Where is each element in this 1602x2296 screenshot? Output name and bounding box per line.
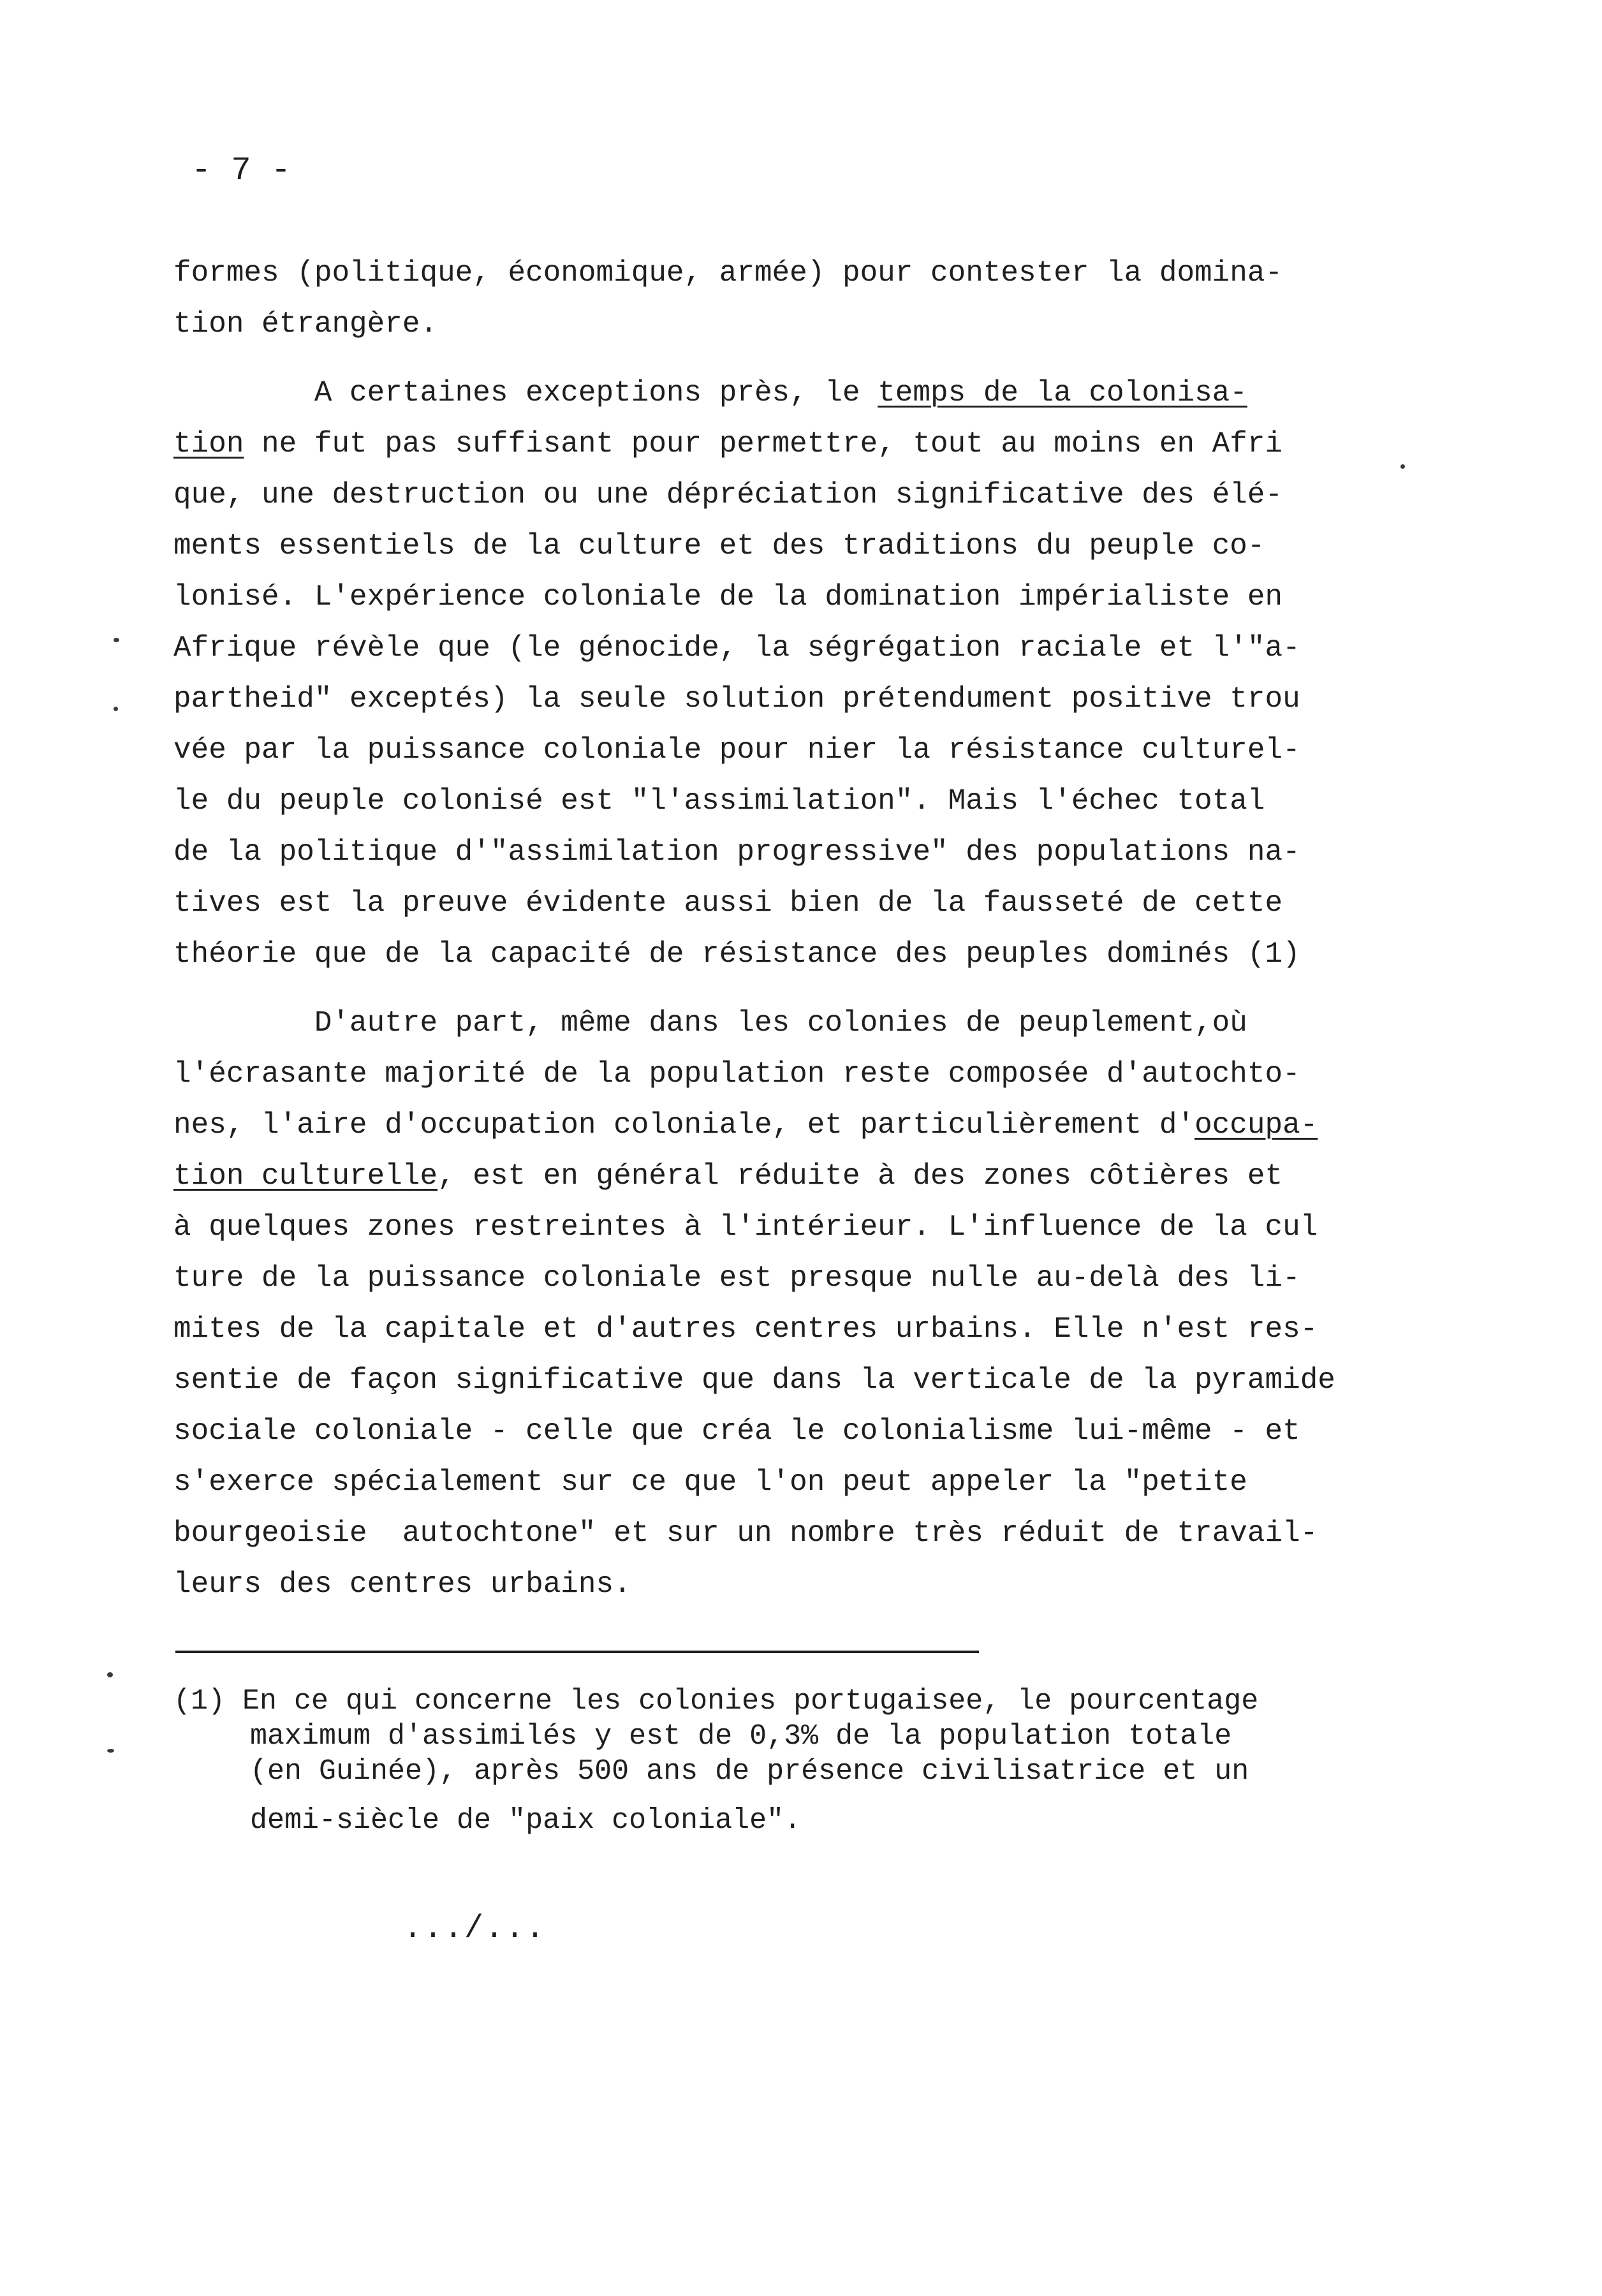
text-segment: l'écrasante majorité de la population reste composée d'autochto- <box>173 1057 1300 1091</box>
text-segment: sentie de façon significative que dans la verticale de la pyramide <box>173 1364 1335 1397</box>
underlined-text: occupa- <box>1194 1108 1318 1142</box>
text-line <box>173 1202 1423 1253</box>
text-line <box>173 725 1423 776</box>
text-segment: le du peuple colonisé est "l'assimilation". Mais l'échec total <box>173 784 1265 818</box>
main-text <box>173 247 1423 1610</box>
text-segment: lonisé. L'expérience coloniale de la domination impérialiste en <box>173 580 1283 614</box>
text-line <box>173 929 1423 980</box>
text-segment: que, une destruction ou une dépréciation significative des élé- <box>173 478 1283 511</box>
text-line <box>173 1100 1423 1151</box>
footnote-line: demi-siècle de "paix coloniale". <box>250 1804 802 1837</box>
text-segment: ne fut pas suffisant pour permettre, tout au moins en Afri <box>244 427 1283 460</box>
underlined-text: tion culturelle <box>173 1159 438 1193</box>
text-line <box>173 1253 1423 1304</box>
text-line <box>173 418 1423 469</box>
text-line <box>173 571 1423 622</box>
text-line <box>173 1508 1423 1559</box>
paragraph <box>173 367 1423 980</box>
text-line <box>173 1304 1423 1355</box>
paragraph-gap <box>173 350 1423 367</box>
text-segment: ments essentiels de la culture et des traditions du peuple co- <box>173 529 1265 563</box>
text-segment: s'exerce spécialement sur ce que l'on peut appeler la "petite <box>173 1466 1247 1499</box>
text-line <box>173 673 1423 725</box>
footnote-line: (en Guinée), après 500 ans de présence civilisatrice et un <box>250 1755 1249 1788</box>
text-line <box>173 298 1423 350</box>
underlined-text: temps de la colonisa- <box>878 376 1247 409</box>
text-line <box>173 520 1423 571</box>
text-line <box>173 1457 1423 1508</box>
text-line <box>173 247 1423 298</box>
scan-speck <box>114 638 119 642</box>
footnote-line: (1) En ce qui concerne les colonies portugaisee, le pourcentage <box>173 1685 1259 1718</box>
text-segment: sociale coloniale - celle que créa le colonialisme lui-même - et <box>173 1415 1300 1448</box>
text-segment: mites de la capitale et d'autres centres urbains. Elle n'est res- <box>173 1313 1318 1346</box>
text-line <box>173 367 1423 418</box>
paragraph <box>173 997 1423 1610</box>
page-number: - 7 - <box>191 152 291 189</box>
text-line <box>173 1151 1423 1202</box>
text-segment: partheid" exceptés) la seule solution prétendument positive trou <box>173 682 1300 716</box>
footnote-separator <box>175 1651 979 1653</box>
text-line <box>173 1049 1423 1100</box>
text-line <box>173 827 1423 878</box>
text-line <box>173 878 1423 929</box>
footnote-line: maximum d'assimilés y est de 0,3% de la population totale <box>250 1720 1232 1753</box>
text-segment: leurs des centres urbains. <box>173 1568 631 1601</box>
text-line <box>173 776 1423 827</box>
text-segment: nes, l'aire d'occupation coloniale, et particulièrement d' <box>173 1108 1195 1142</box>
text-line <box>173 1406 1423 1457</box>
underlined-text: tion <box>173 427 244 460</box>
text-segment: théorie que de la capacité de résistance des peuples dominés (1) <box>173 938 1300 971</box>
text-line <box>173 1559 1423 1610</box>
scan-speck <box>107 1672 113 1677</box>
paragraph-gap <box>173 980 1423 997</box>
continuation-mark: .../... <box>403 1911 547 1947</box>
text-segment: à quelques zones restreintes à l'intérieur. L'influence de la cul <box>173 1211 1318 1244</box>
text-line <box>173 997 1423 1049</box>
scan-speck <box>114 707 118 711</box>
text-segment: ture de la puissance coloniale est presque nulle au-delà des li- <box>173 1262 1300 1295</box>
text-segment: A certaines exceptions près, le <box>173 376 878 409</box>
footnote <box>173 1684 1423 1838</box>
text-segment: D'autre part, même dans les colonies de peuplement,où <box>173 1006 1247 1040</box>
text-line <box>173 469 1423 520</box>
scan-speck <box>1400 464 1405 469</box>
text-segment: , est en général réduite à des zones côtières et <box>437 1159 1283 1193</box>
scan-speck <box>107 1749 114 1753</box>
text-segment: formes (politique, économique, armée) pour contester la domina- <box>173 256 1283 290</box>
text-segment: bourgeoisie autochtone" et sur un nombre très réduit de travail- <box>173 1517 1318 1550</box>
text-segment: vée par la puissance coloniale pour nier la résistance culturel- <box>173 733 1300 767</box>
paragraph <box>173 247 1423 350</box>
text-segment: de la politique d'"assimilation progressive" des populations na- <box>173 835 1300 869</box>
text-segment: tion étrangère. <box>173 307 438 341</box>
text-segment: tives est la preuve évidente aussi bien de la fausseté de cette <box>173 887 1283 920</box>
text-line <box>173 1355 1423 1406</box>
text-line <box>173 622 1423 673</box>
text-segment: Afrique révèle que (le génocide, la ségrégation raciale et l'"a- <box>173 631 1300 665</box>
